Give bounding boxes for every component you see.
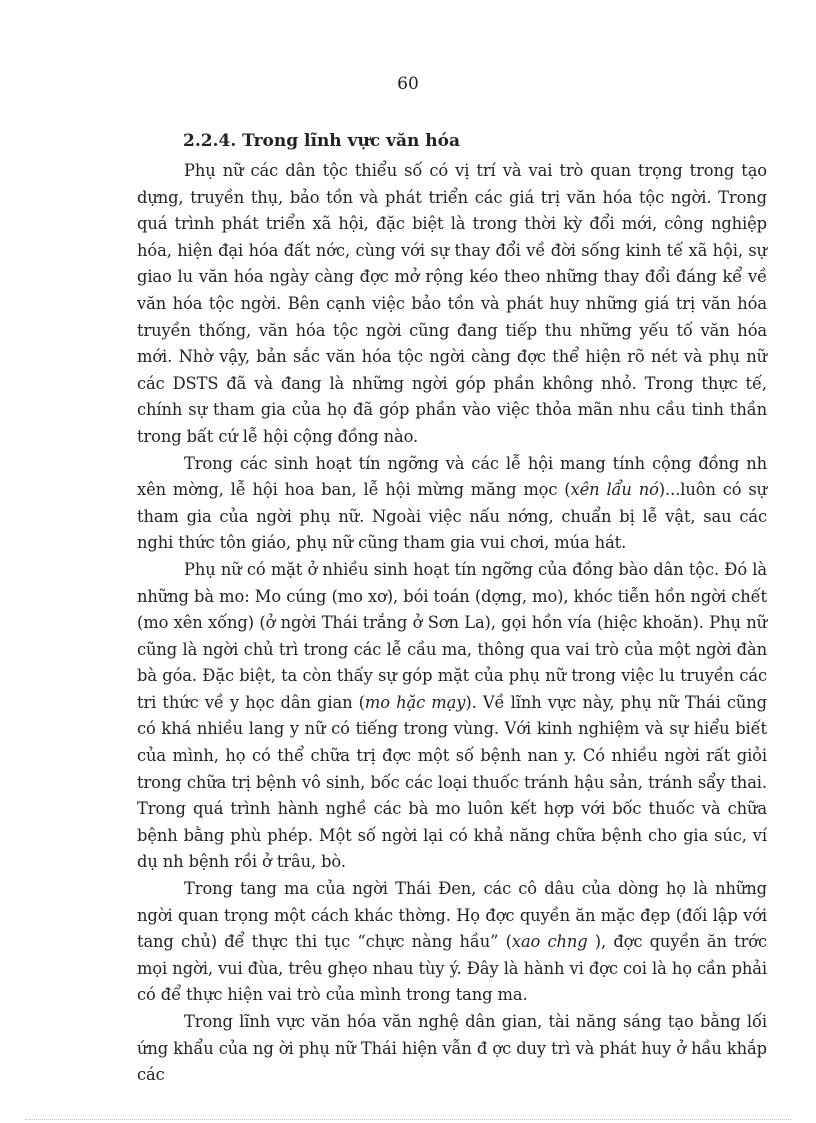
paragraph-text: Trong lĩnh vực văn hóa văn nghệ dân gian, tài năng sáng tạo bằng lối ứng khẩu của ng ời phụ nữ Thái hiện vẫn đ ợc duy trì và phát huy ở hầu khắp các: [137, 1012, 767, 1085]
paragraph-text: )...luôn có sự tham gia của ngời phụ nữ. Ngoài việc nấu nớng, chuẩn bị lễ vật, sau các nghi thức tôn giáo, phụ nữ cũng tham gia vui chơi, múa hát.: [137, 480, 767, 553]
page-bottom-divider: [25, 1119, 791, 1120]
body-paragraph: [137, 1009, 767, 1089]
page-number: 60: [397, 74, 419, 94]
paragraph-text: Trong tang ma của ngời Thái Đen, các cô dâu của dòng họ là những ngời quan trọng một cách khác thờng. Họ đợc quyền ăn mặc đẹp (đối lập với tang chủ) để thực thi tục “chực nàng hầu” (: [137, 879, 767, 952]
paragraph-text: Trong các sinh hoạt tín ngỡng và các lễ hội mang tính cộng đồng nh xên mờng, lễ hội hoa ban, lễ hội mừng măng mọc (: [137, 453, 767, 500]
italic-term: mo hặc mạy: [364, 692, 466, 712]
italic-term: xao chng: [511, 932, 588, 952]
paragraph-text: Phụ nữ các dân tộc thiểu số có vị trí và vai trò quan trọng trong tạo dựng, truyền thụ, bảo tồn và phát triển các giá trị văn hóa tộc ngời. Trong quá trình phát triển xã hội, đặc biệt là trong thời kỳ đổi mới, công nghiệp hóa, hiện đại hóa đất nớc, cùng với sự thay đổi về đời sống kinh tế xã hội, sự giao lu văn hóa ngày càng đợc mở rộng kéo theo những thay đổi đáng kể về văn hóa tộc ngời. Bên cạnh việc bảo tồn và phát huy những giá trị văn hóa truyền thống, văn hóa tộc ngời cũng đang tiếp thu những yếu tố văn hóa mới. Nhờ vậy, bản sắc văn hóa tộc ngời càng đợc thể hiện rõ nét và phụ nữ các DSTS đã và đang là những ngời góp phần không nhỏ. Trong thực tế, chính sự tham gia của họ đã góp phần vào việc thỏa mãn nhu cầu tinh thần trong bất cứ lễ hội cộng đồng nào.: [137, 161, 767, 446]
paragraph-text: ), đợc quyền ăn trớc mọi ngời, vui đùa, trêu ghẹo nhau tùy ý. Đây là hành vi đợc coi là họ cần phải có để thực hiện vai trò của mình trong tang ma.: [137, 932, 767, 1005]
paragraph-text: ). Về lĩnh vực này, phụ nữ Thái cũng có khá nhiều lang y nữ có tiếng trong vùng. Với kinh nghiệm và sự hiểu biết của mình, họ có thể chữa trị đợc một số bệnh nan y. Có nhiều ngời rất giỏi trong chữa trị bệnh vô sinh, bốc các loại thuốc tránh hậu sản, tránh sẩy thai. Trong quá trình hành nghề các bà mo luôn kết hợp với bốc thuốc và chữa bệnh bằng phù phép. Một số ngời lại có khả năng chữa bệnh cho gia súc, ví dụ nh bệnh rồi ở trâu, bò.: [137, 692, 767, 872]
paragraph-text: Phụ nữ có mặt ở nhiều sinh hoạt tín ngỡng của đồng bào dân tộc. Đó là những bà mo: Mo cúng (mo xơ), bói toán (dợng, mo), khóc tiễn hồn ngời chết (mo xên xống) (ở ngời Thái trắng ở Sơn La), gọi hồn vía (hiệc khoăn). Phụ nữ cũng là ngời chủ trì trong các lễ cầu ma, thông qua vai trò của một ngời đàn bà góa. Đặc biệt, ta còn thấy sự góp mặt của phụ nữ trong việc lu truyền các tri thức về y học dân gian (: [137, 559, 767, 712]
page-content: [137, 128, 767, 1089]
italic-term: xên lẩu nó: [570, 480, 659, 500]
paragraph-list: [137, 158, 767, 1089]
body-paragraph: [137, 158, 767, 451]
body-paragraph: [137, 451, 767, 557]
body-paragraph: [137, 876, 767, 1009]
section-title: 2.2.4. Trong lĩnh vực văn hóa: [183, 131, 460, 151]
body-paragraph: [137, 557, 767, 876]
